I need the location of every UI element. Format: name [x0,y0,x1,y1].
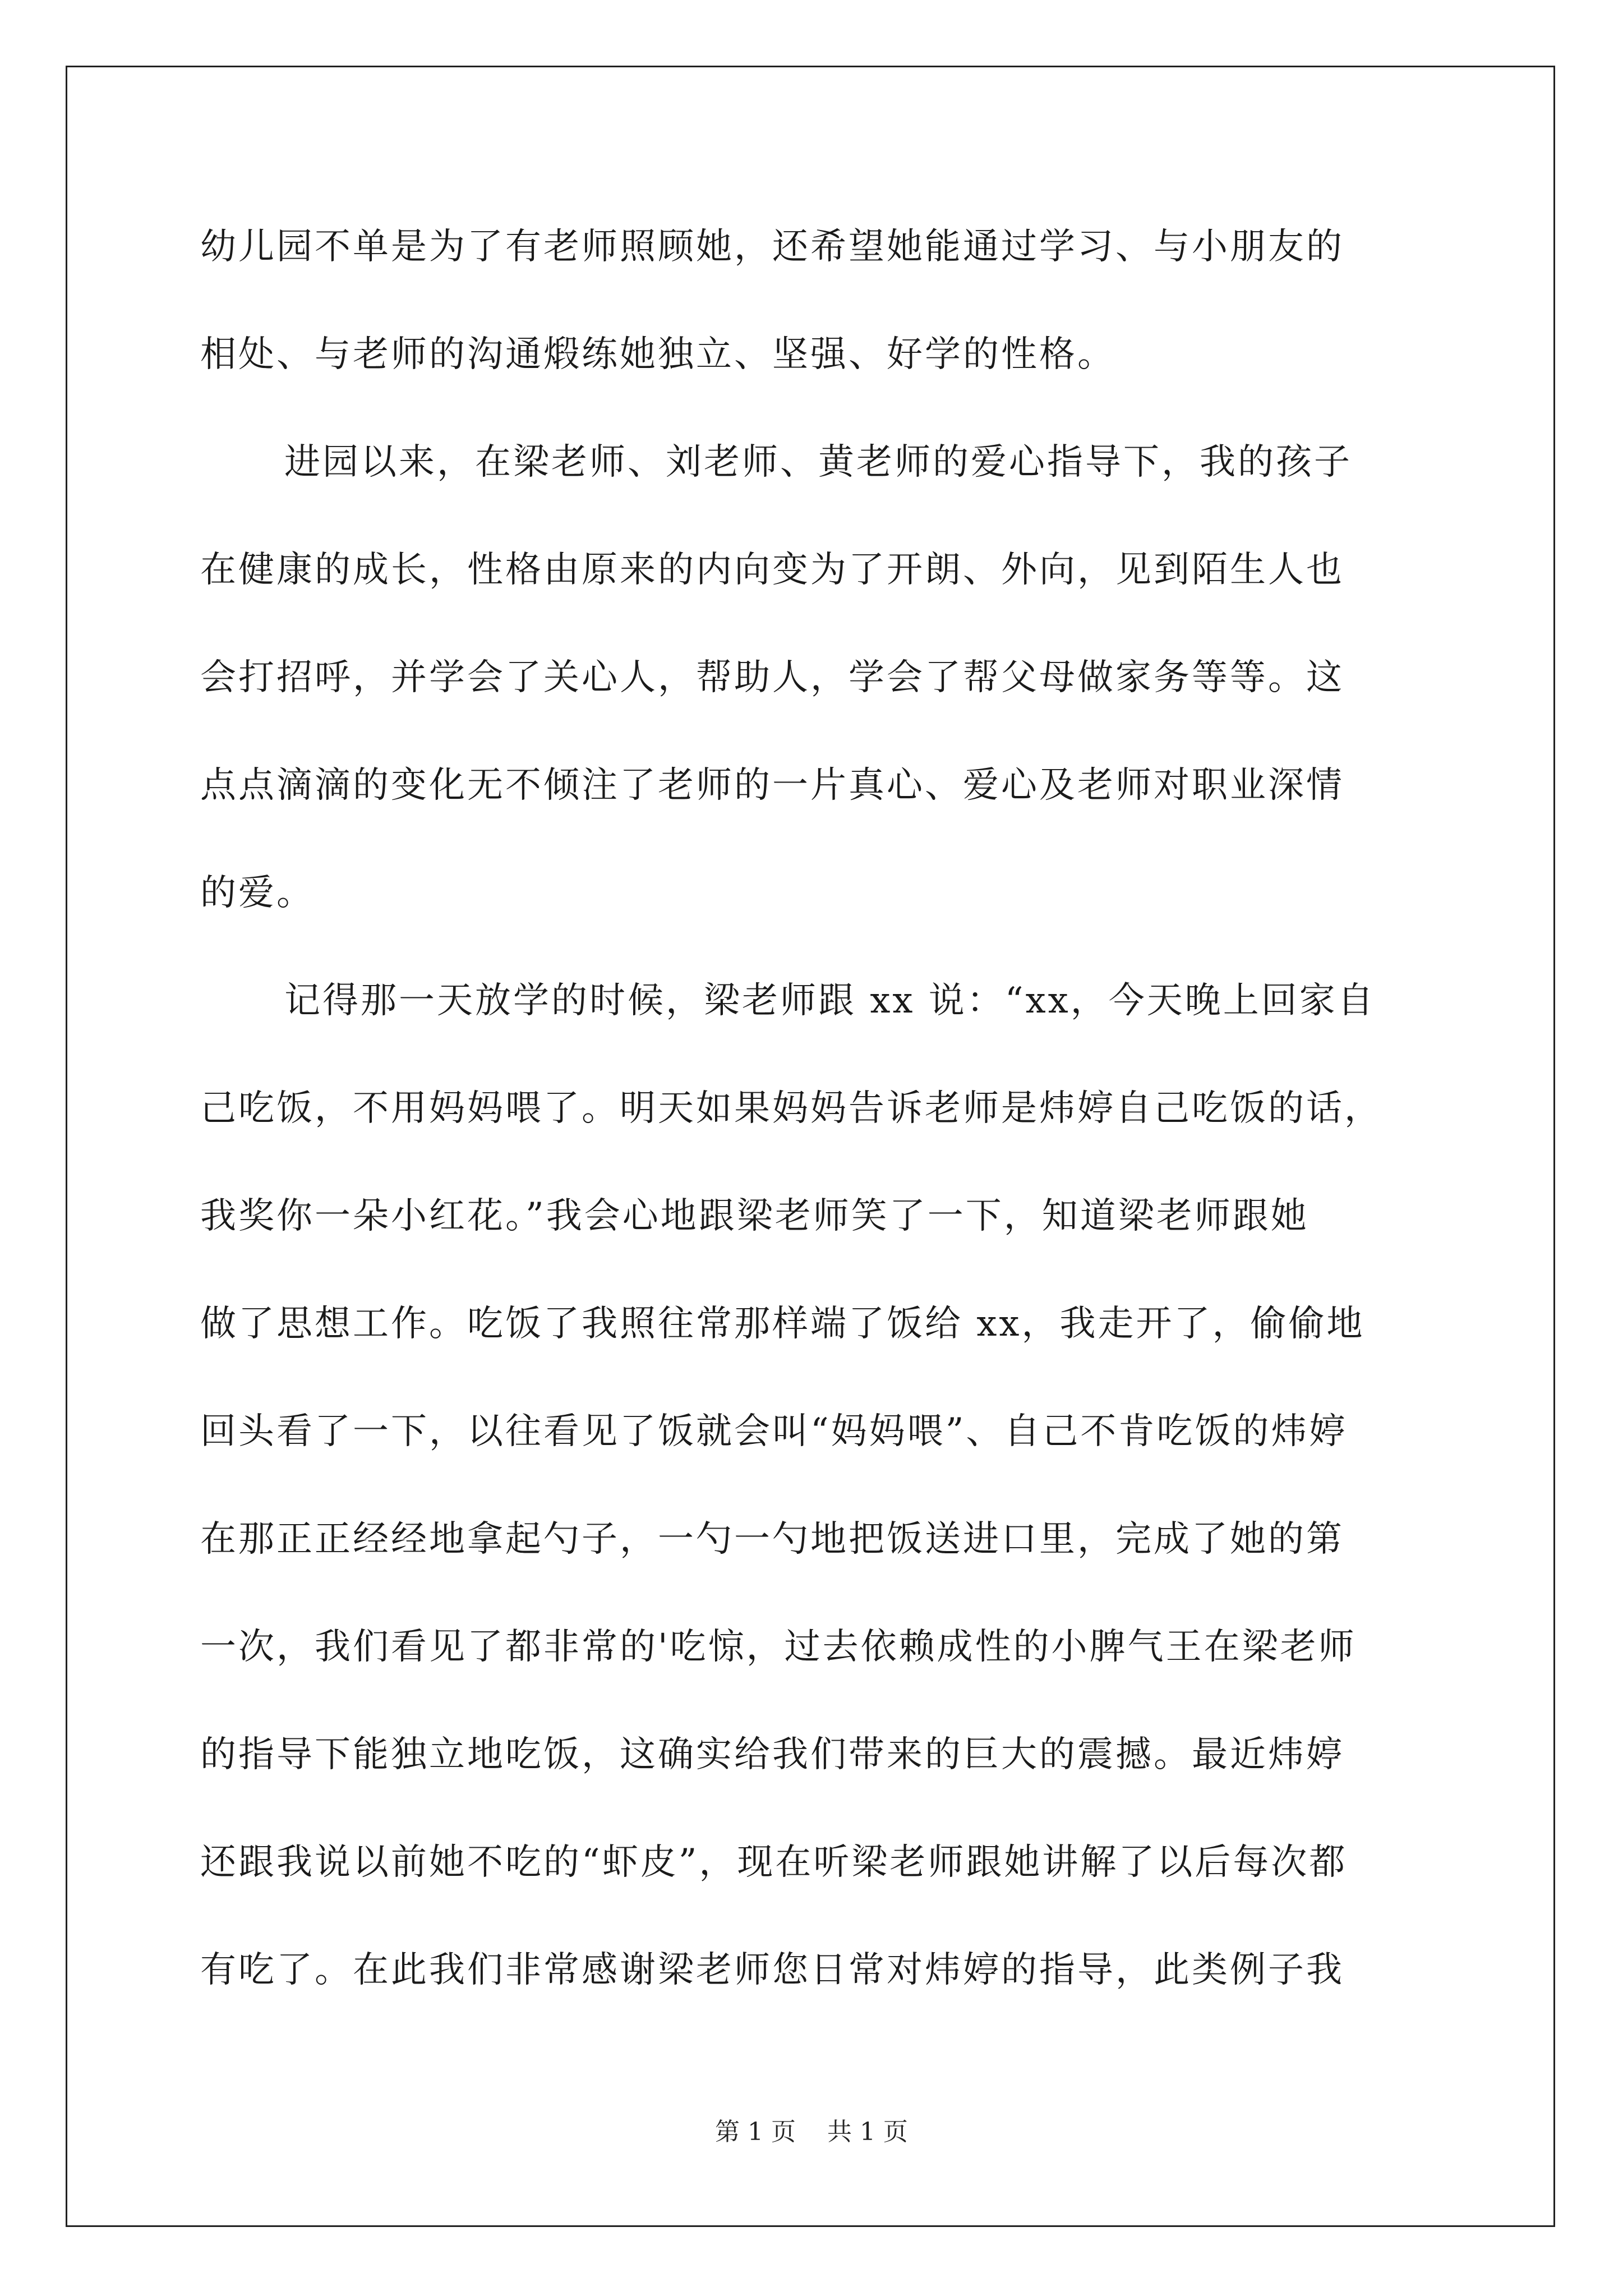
text-line: 做了思想工作。吃饭了我照往常那样端了饭给 xx，我走开了，偷偷地 [200,1303,1365,1345]
text-line: 相处、与老师的沟通煅练她独立、坚强、好学的性格。 [200,334,1115,375]
text-line: 在健康的成长，性格由原来的内向变为了开朗、外向，见到陌生人也 [200,549,1344,591]
text-line: 进园以来，在梁老师、刘老师、黄老师的爱心指导下，我的孩子 [284,441,1352,483]
text-line: 会打招呼，并学会了关心人，帮助人，学会了帮父母做家务等等。这 [200,657,1344,698]
text-line: 在那正正经经地拿起勺子，一勺一勺地把饭送进口里，完成了她的第 [200,1519,1344,1560]
text-line: 的爱。 [200,872,315,914]
text-line: 记得那一天放学的时候，梁老师跟 xx 说：“xx，今天晚上回家自 [284,980,1376,1022]
paragraph [200,219,1423,434]
text-line: 我奖你一朵小红花。”我会心地跟梁老师笑了一下，知道梁老师跟她 [200,1195,1309,1237]
page-number-footer: 第 1 页 共 1 页 [715,2118,908,2146]
paragraph [200,973,1423,2050]
document-body [200,219,1423,2050]
text-line: 己吃饭，不用妈妈喂了。明天如果妈妈告诉老师是炜婷自己吃饭的话， [200,1088,1382,1129]
text-line: 还跟我说以前她不吃的“虾皮”，现在听梁老师跟她讲解了以后每次都 [200,1842,1348,1883]
text-line: 有吃了。在此我们非常感谢梁老师您日常对炜婷的指导，此类例子我 [200,1949,1344,1991]
text-line: 幼儿园不单是为了有老师照顾她，还希望她能通过学习、与小朋友的 [200,226,1344,268]
text-line: 一次，我们看见了都非常的'吃惊，过去依赖成性的小脾气王在梁老师 [200,1626,1357,1668]
text-line: 点点滴滴的变化无不倾注了老师的一片真心、爱心及老师对职业深情 [200,765,1344,806]
text-line: 回头看了一下，以往看见了饭就会叫“妈妈喂”、自己不肯吃饭的炜婷 [200,1411,1348,1452]
text-line: 的指导下能独立地吃饭，这确实给我们带来的巨大的震撼。最近炜婷 [200,1734,1344,1775]
paragraph [200,434,1423,973]
